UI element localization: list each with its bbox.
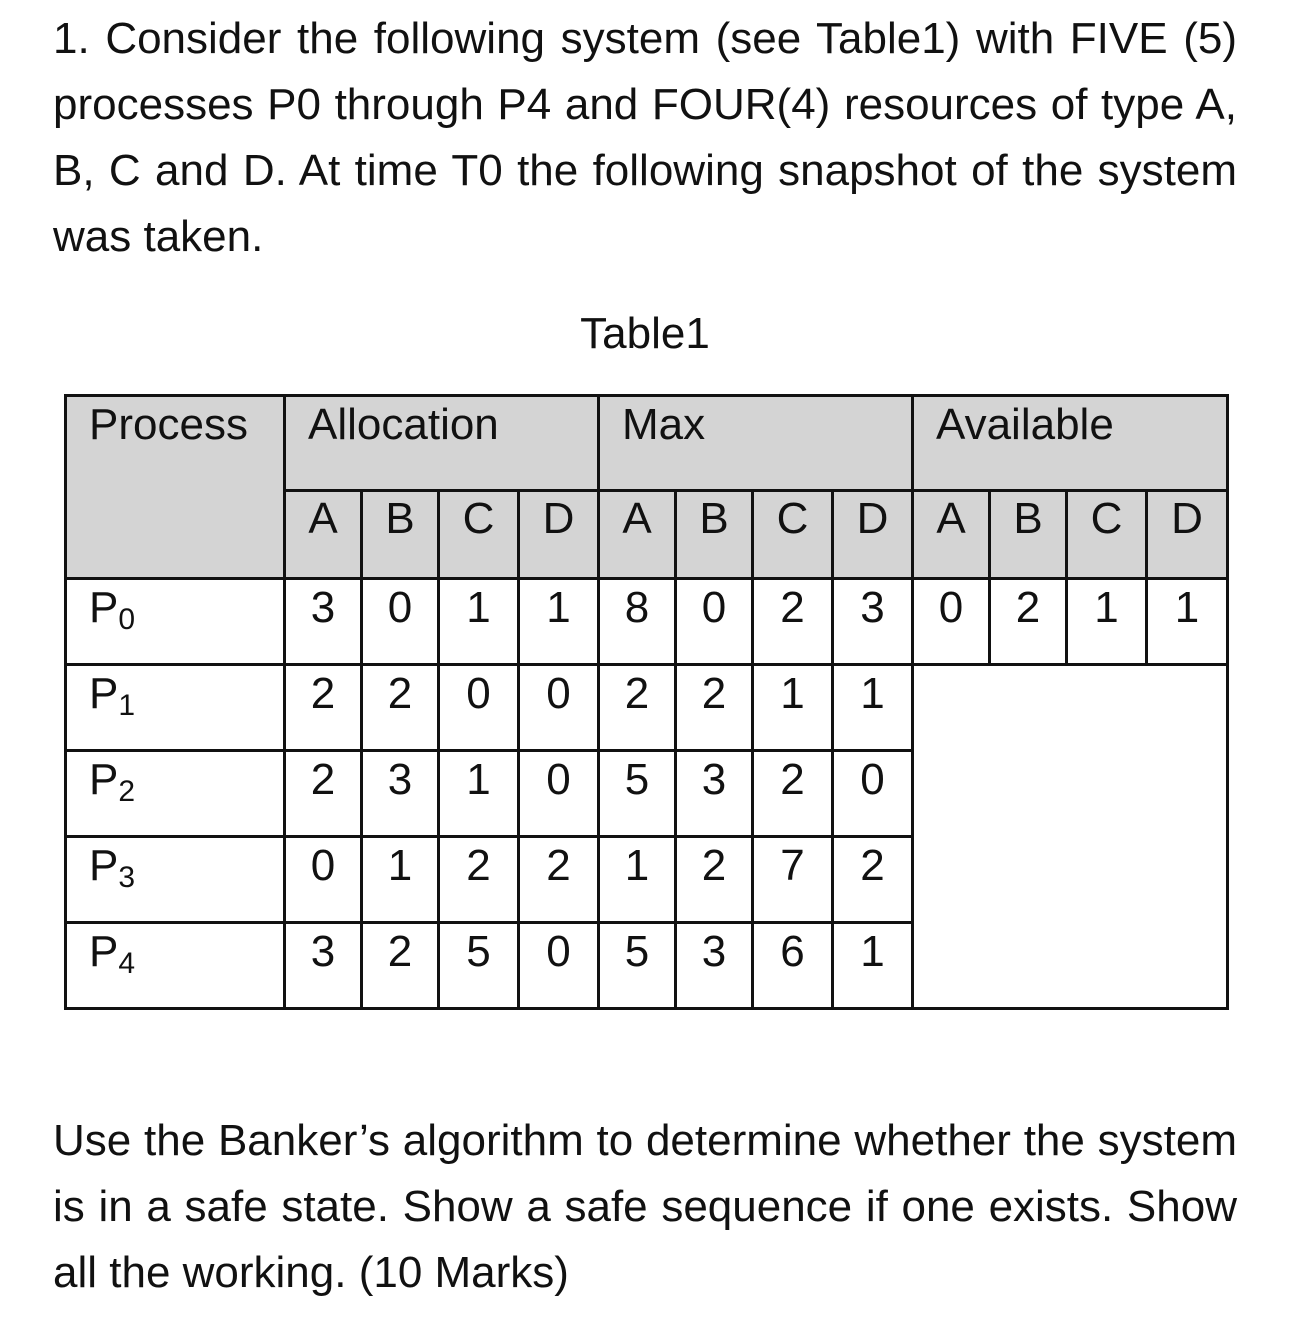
allocation-cell: 3 — [362, 751, 439, 837]
allocation-cell: 1 — [519, 579, 599, 665]
max-cell: 2 — [599, 665, 676, 751]
process-name: $P_3$ — [66, 837, 285, 923]
max-cell: 2 — [753, 751, 833, 837]
allocation-cell: 3 — [285, 923, 362, 1009]
allocation-cell: 0 — [519, 923, 599, 1009]
max-cell: 8 — [599, 579, 676, 665]
resource-label: D — [1147, 491, 1228, 579]
max-cell: 0 — [676, 579, 753, 665]
snapshot-table — [64, 394, 1229, 1010]
max-cell: 2 — [676, 837, 753, 923]
process-name: $P_4$ — [66, 923, 285, 1009]
process-name: $P_0$ — [66, 579, 285, 665]
question-instructions: Use the Banker’s algorithm to determine whether the system is in a safe state. Show a safe sequence if one exists. Show all the working. (10 Marks) — [53, 1116, 1237, 1297]
allocation-cell: 2 — [519, 837, 599, 923]
available-empty-area — [913, 665, 1228, 1009]
resource-label: B — [990, 491, 1067, 579]
allocation-cell: 1 — [362, 837, 439, 923]
allocation-cell: 1 — [439, 579, 519, 665]
allocation-cell: 3 — [285, 579, 362, 665]
resource-label: D — [833, 491, 913, 579]
max-cell: 2 — [676, 665, 753, 751]
table-row — [66, 579, 1228, 665]
available-header: Available — [913, 396, 1228, 491]
process-name: $P_2$ — [66, 751, 285, 837]
allocation-cell: 2 — [362, 665, 439, 751]
table-row — [66, 665, 1228, 751]
available-cell: 1 — [1147, 579, 1228, 665]
max-cell: 3 — [676, 923, 753, 1009]
max-cell: 6 — [753, 923, 833, 1009]
max-cell: 1 — [599, 837, 676, 923]
allocation-cell: 0 — [519, 665, 599, 751]
resource-label: D — [519, 491, 599, 579]
resource-label: A — [285, 491, 362, 579]
allocation-cell: 0 — [519, 751, 599, 837]
question-intro: 1. Consider the following system (see Table1) with FIVE (5) processes P0 through P4 and FOUR(4) resources of type A, B, C and D. At time T0 the following snapshot of the system was taken. — [53, 14, 1237, 261]
max-cell: 3 — [833, 579, 913, 665]
allocation-cell: 0 — [439, 665, 519, 751]
resource-label: B — [362, 491, 439, 579]
available-cell: 2 — [990, 579, 1067, 665]
table-caption: Table1 — [580, 309, 710, 358]
available-cell: 1 — [1067, 579, 1147, 665]
resource-label: C — [753, 491, 833, 579]
max-cell: 1 — [833, 923, 913, 1009]
max-cell: 3 — [676, 751, 753, 837]
allocation-cell: 0 — [362, 579, 439, 665]
max-cell: 5 — [599, 751, 676, 837]
allocation-cell: 5 — [439, 923, 519, 1009]
process-name: $P_1$ — [66, 665, 285, 751]
available-cell: 0 — [913, 579, 990, 665]
max-header: Max — [599, 396, 913, 491]
resource-label: C — [1067, 491, 1147, 579]
resource-label: A — [599, 491, 676, 579]
allocation-cell: 0 — [285, 837, 362, 923]
allocation-cell: 1 — [439, 751, 519, 837]
resource-label: A — [913, 491, 990, 579]
max-cell: 2 — [753, 579, 833, 665]
process-header: Process — [66, 396, 285, 579]
resource-label: B — [676, 491, 753, 579]
max-cell: 2 — [833, 837, 913, 923]
allocation-cell: 2 — [285, 751, 362, 837]
allocation-cell: 2 — [362, 923, 439, 1009]
allocation-header: Allocation — [285, 396, 599, 491]
max-cell: 5 — [599, 923, 676, 1009]
max-cell: 1 — [833, 665, 913, 751]
allocation-cell: 2 — [439, 837, 519, 923]
resource-label: C — [439, 491, 519, 579]
max-cell: 7 — [753, 837, 833, 923]
allocation-cell: 2 — [285, 665, 362, 751]
max-cell: 1 — [753, 665, 833, 751]
header-row-groups — [66, 396, 1228, 491]
max-cell: 0 — [833, 751, 913, 837]
